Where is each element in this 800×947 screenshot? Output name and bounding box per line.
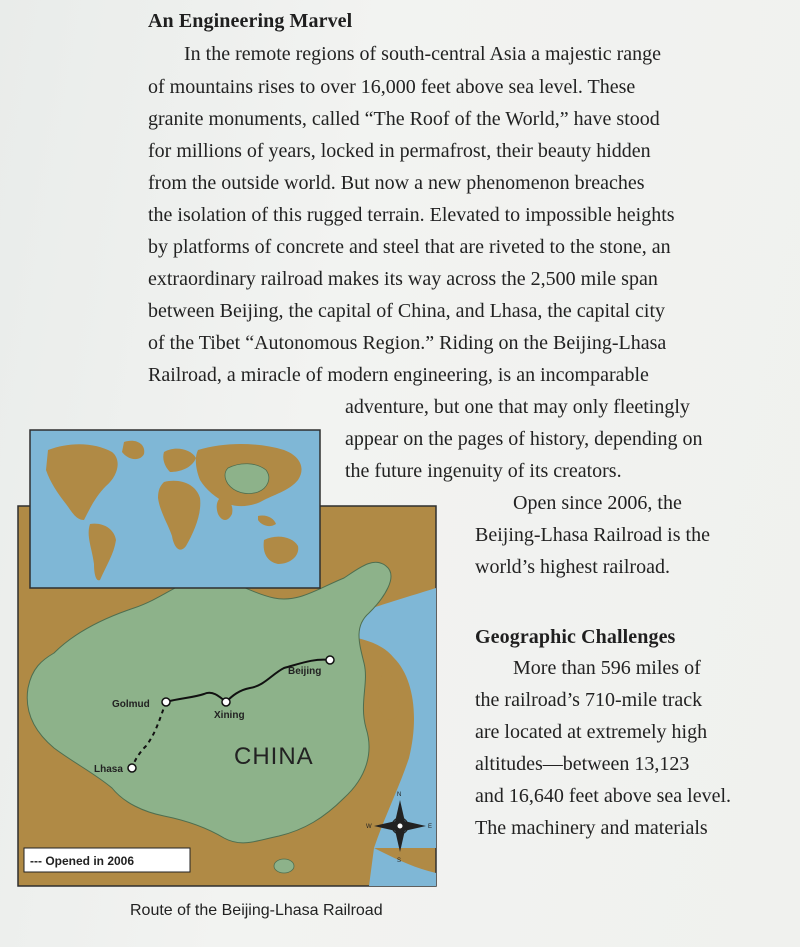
paragraph-line: by platforms of concrete and steel that are riveted to the stone, an <box>148 236 671 258</box>
country-label-china: CHINA <box>234 743 314 770</box>
paragraph-line: appear on the pages of history, depending on <box>345 428 703 450</box>
compass-n-label: N <box>397 792 402 798</box>
map-legend-text: --- Opened in 2006 <box>30 854 135 868</box>
compass-s-label: S <box>397 858 402 864</box>
paragraph-line: In the remote regions of south-central Asia a majestic range <box>184 43 662 65</box>
paragraph-line: Railroad, a miracle of modern engineering, is an incomparable <box>148 364 649 386</box>
compass-w-label: W <box>366 824 372 830</box>
compass-e-label: E <box>428 824 433 830</box>
paragraph-line: are located at extremely high <box>475 721 708 743</box>
city-label-xining: Xining <box>214 710 245 721</box>
paragraph-line: altitudes—between 13,123 <box>475 753 690 775</box>
world-inset-map <box>30 430 320 588</box>
city-marker-lhasa <box>128 764 136 772</box>
section-heading-geographic-challenges: Geographic Challenges <box>475 626 676 648</box>
paragraph-line: the future ingenuity of its creators. <box>345 460 622 482</box>
paragraph-line: granite monuments, called “The Roof of the World,” have stood <box>148 108 660 130</box>
city-label-golmud: Golmud <box>112 699 150 710</box>
paragraph-line: of the Tibet “Autonomous Region.” Riding on the Beijing-Lhasa <box>148 332 667 354</box>
paragraph-line: for millions of years, locked in permafrost, their beauty hidden <box>148 140 651 162</box>
paragraph-line: from the outside world. But now a new phenomenon breaches <box>148 172 645 194</box>
paragraph-line: Open since 2006, the <box>513 492 682 514</box>
paragraph-line: between Beijing, the capital of China, and Lhasa, the capital city <box>148 300 666 322</box>
paragraph-line: Beijing-Lhasa Railroad is the <box>475 524 710 546</box>
paragraph-line: adventure, but one that may only fleetingly <box>345 396 690 418</box>
city-marker-beijing <box>326 656 334 664</box>
paragraph-line: The machinery and materials <box>475 817 708 839</box>
city-marker-xining <box>222 698 230 706</box>
paragraph-line: of mountains rises to over 16,000 feet above sea level. These <box>148 76 636 98</box>
paragraph-line: extraordinary railroad makes its way across the 2,500 mile span <box>148 268 658 290</box>
city-label-lhasa: Lhasa <box>94 764 123 775</box>
paragraph-line: world’s highest railroad. <box>475 556 670 578</box>
route-map-svg <box>14 428 440 888</box>
city-marker-golmud <box>162 698 170 706</box>
paragraph-line: More than 596 miles of <box>513 657 701 679</box>
city-label-beijing: Beijing <box>288 666 322 677</box>
route-map <box>14 428 440 888</box>
hainan-island <box>274 859 294 873</box>
section-heading-engineering-marvel: An Engineering Marvel <box>148 10 353 32</box>
map-caption: Route of the Beijing-Lhasa Railroad <box>130 902 383 919</box>
paragraph-line: and 16,640 feet above sea level. <box>475 785 732 807</box>
paragraph-line: the railroad’s 710-mile track <box>475 689 703 711</box>
paragraph-line: the isolation of this rugged terrain. Elevated to impossible heights <box>148 204 675 226</box>
